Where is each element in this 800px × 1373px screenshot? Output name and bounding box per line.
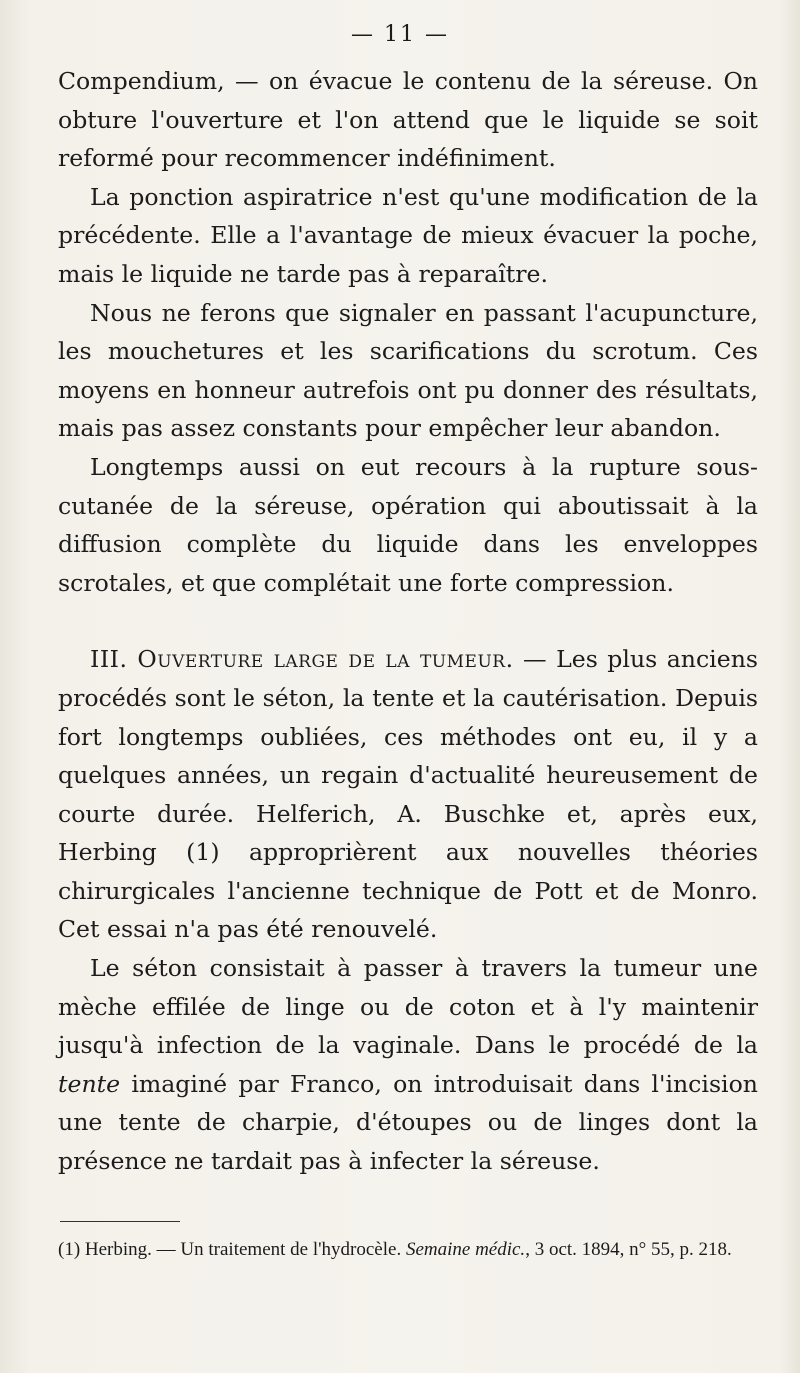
footnote xyxy=(58,1236,758,1264)
section-heading: III. Ouverture large de la tumeur. xyxy=(90,645,514,674)
footnote-journal: Semaine médic. xyxy=(405,1239,526,1260)
paragraph-1: Compendium, — on évacue le contenu de la séreuse. On obture l'ouverture et l'on attend que le liquide se soit reformé pour recommencer indéfiniment. xyxy=(58,67,758,173)
paragraph-3: Nous ne ferons que signaler en passant l'acupuncture, les mouchetures et les scarifications du scrotum. Ces moyens en honneur autrefois ont pu donner des résultats, mais pas assez constants pour empêcher leur abandon. xyxy=(58,298,758,443)
paragraph-6-italic: tente xyxy=(58,1069,121,1098)
paragraph-2: La ponction aspiratrice n'est qu'une modification de la précédente. Elle a l'avantage de mieux évacuer la poche, mais le liquide ne tarde pas à reparaître. xyxy=(58,182,758,288)
paragraph-6-text-b: imaginé par Franco, on introduisait dans l'incision une tente de charpie, d'étoupes ou de linges dont la présence ne tardait pas à infecter la séreuse. xyxy=(58,1069,758,1176)
paragraph-6 xyxy=(58,949,758,1181)
paragraph-5 xyxy=(58,640,758,949)
body-text xyxy=(58,62,758,1181)
paragraph-5-text: — Les plus anciens procédés sont le séton, la tente et la cautérisation. Depuis fort longtemps oubliées, ces méthodes ont eu, il y a quelques années, un regain d'actualité heureusement de courte durée. Helferich, A. Buschke et, après eux, Herbing (1) approprièrent aux nouvelles théories chirurgicales l'ancienne technique de Pott et de Monro. Cet essai n'a pas été renouvelé. xyxy=(58,645,758,944)
footnote-rule xyxy=(60,1221,180,1222)
footnote-text-a: (1) Herbing. — Un traitement de l'hydrocèle. xyxy=(58,1239,406,1260)
paragraph-4: Longtemps aussi on eut recours à la rupture sous-cutanée de la séreuse, opération qui aboutissait à la diffusion complète du liquide dans les enveloppes scrotales, et que complétait une forte compression. xyxy=(58,452,758,597)
paragraph-6-text-a: Le séton consistait à passer à travers la tumeur une mèche effilée de linge ou de coton et à l'y maintenir jusqu'à infection de la vaginale. Dans le procédé de la xyxy=(58,954,758,1060)
footnote-text-b: , 3 oct. 1894, n° 55, p. 218. xyxy=(525,1239,732,1260)
footnote-text xyxy=(58,1236,758,1264)
page-number: — 11 — xyxy=(351,22,449,47)
